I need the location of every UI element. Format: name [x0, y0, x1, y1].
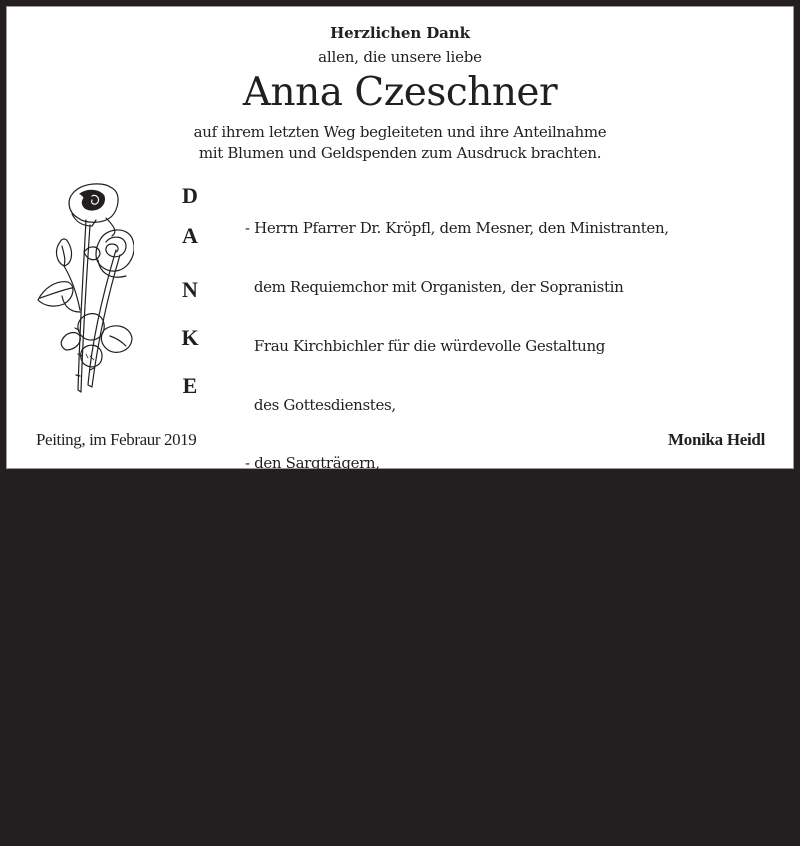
signature: Monika Heidl	[668, 430, 765, 449]
danke-letter: A	[182, 223, 198, 248]
list-line: - den Sargträgern,	[245, 454, 380, 473]
list-line: des Marie-Eberth-Altenheimes für die liebevolle	[245, 571, 604, 590]
place-date: Peiting, im Febraur 2019	[36, 430, 197, 449]
danke-letter: E	[182, 373, 198, 398]
thanks-text	[0, 122, 800, 164]
list-line: des Gottesdienstes,	[245, 395, 396, 414]
list-line: - Herrn Pfarrer Dr. Kröpfl, dem Mesner, den Ministranten,	[245, 219, 669, 238]
list-line: - allen Verwandten, Bekannten und Nachbarn	[245, 807, 579, 825]
deceased-name: Anna Czeschner	[242, 70, 558, 115]
list-line: unterstützende Pflege,	[245, 630, 420, 649]
thanks-line: auf ihrem letzten Weg begleiteten und ihre Anteilnahme	[193, 123, 607, 141]
thanks-line: mit Blumen und Geldspenden zum Ausdruck brachten.	[198, 144, 602, 162]
list-line: Frau Kirchbichler für die würdevolle Gestaltung	[245, 336, 606, 355]
intro-text: allen, die unsere liebe	[318, 48, 482, 66]
thanks-list	[245, 180, 669, 846]
danke-letter: K	[181, 325, 199, 350]
list-line: - dem gesamten Pflege- und Betreuungsteam	[245, 513, 575, 532]
rose-bouquet-icon	[34, 180, 134, 410]
danke-letter: D	[182, 183, 198, 208]
list-line: dem Requiemchor mit Organisten, der Sopranistin	[245, 277, 624, 296]
list-line: - dem ehemaligen Hausarzt Herrn Dr. Grünewald	[245, 748, 606, 767]
danke-letter: N	[182, 277, 198, 302]
heading: Herzlichen Dank	[330, 24, 470, 42]
list-line: - dem Praxisteam Herrn Kayser - Frau Dr. Schneider	[245, 689, 628, 708]
